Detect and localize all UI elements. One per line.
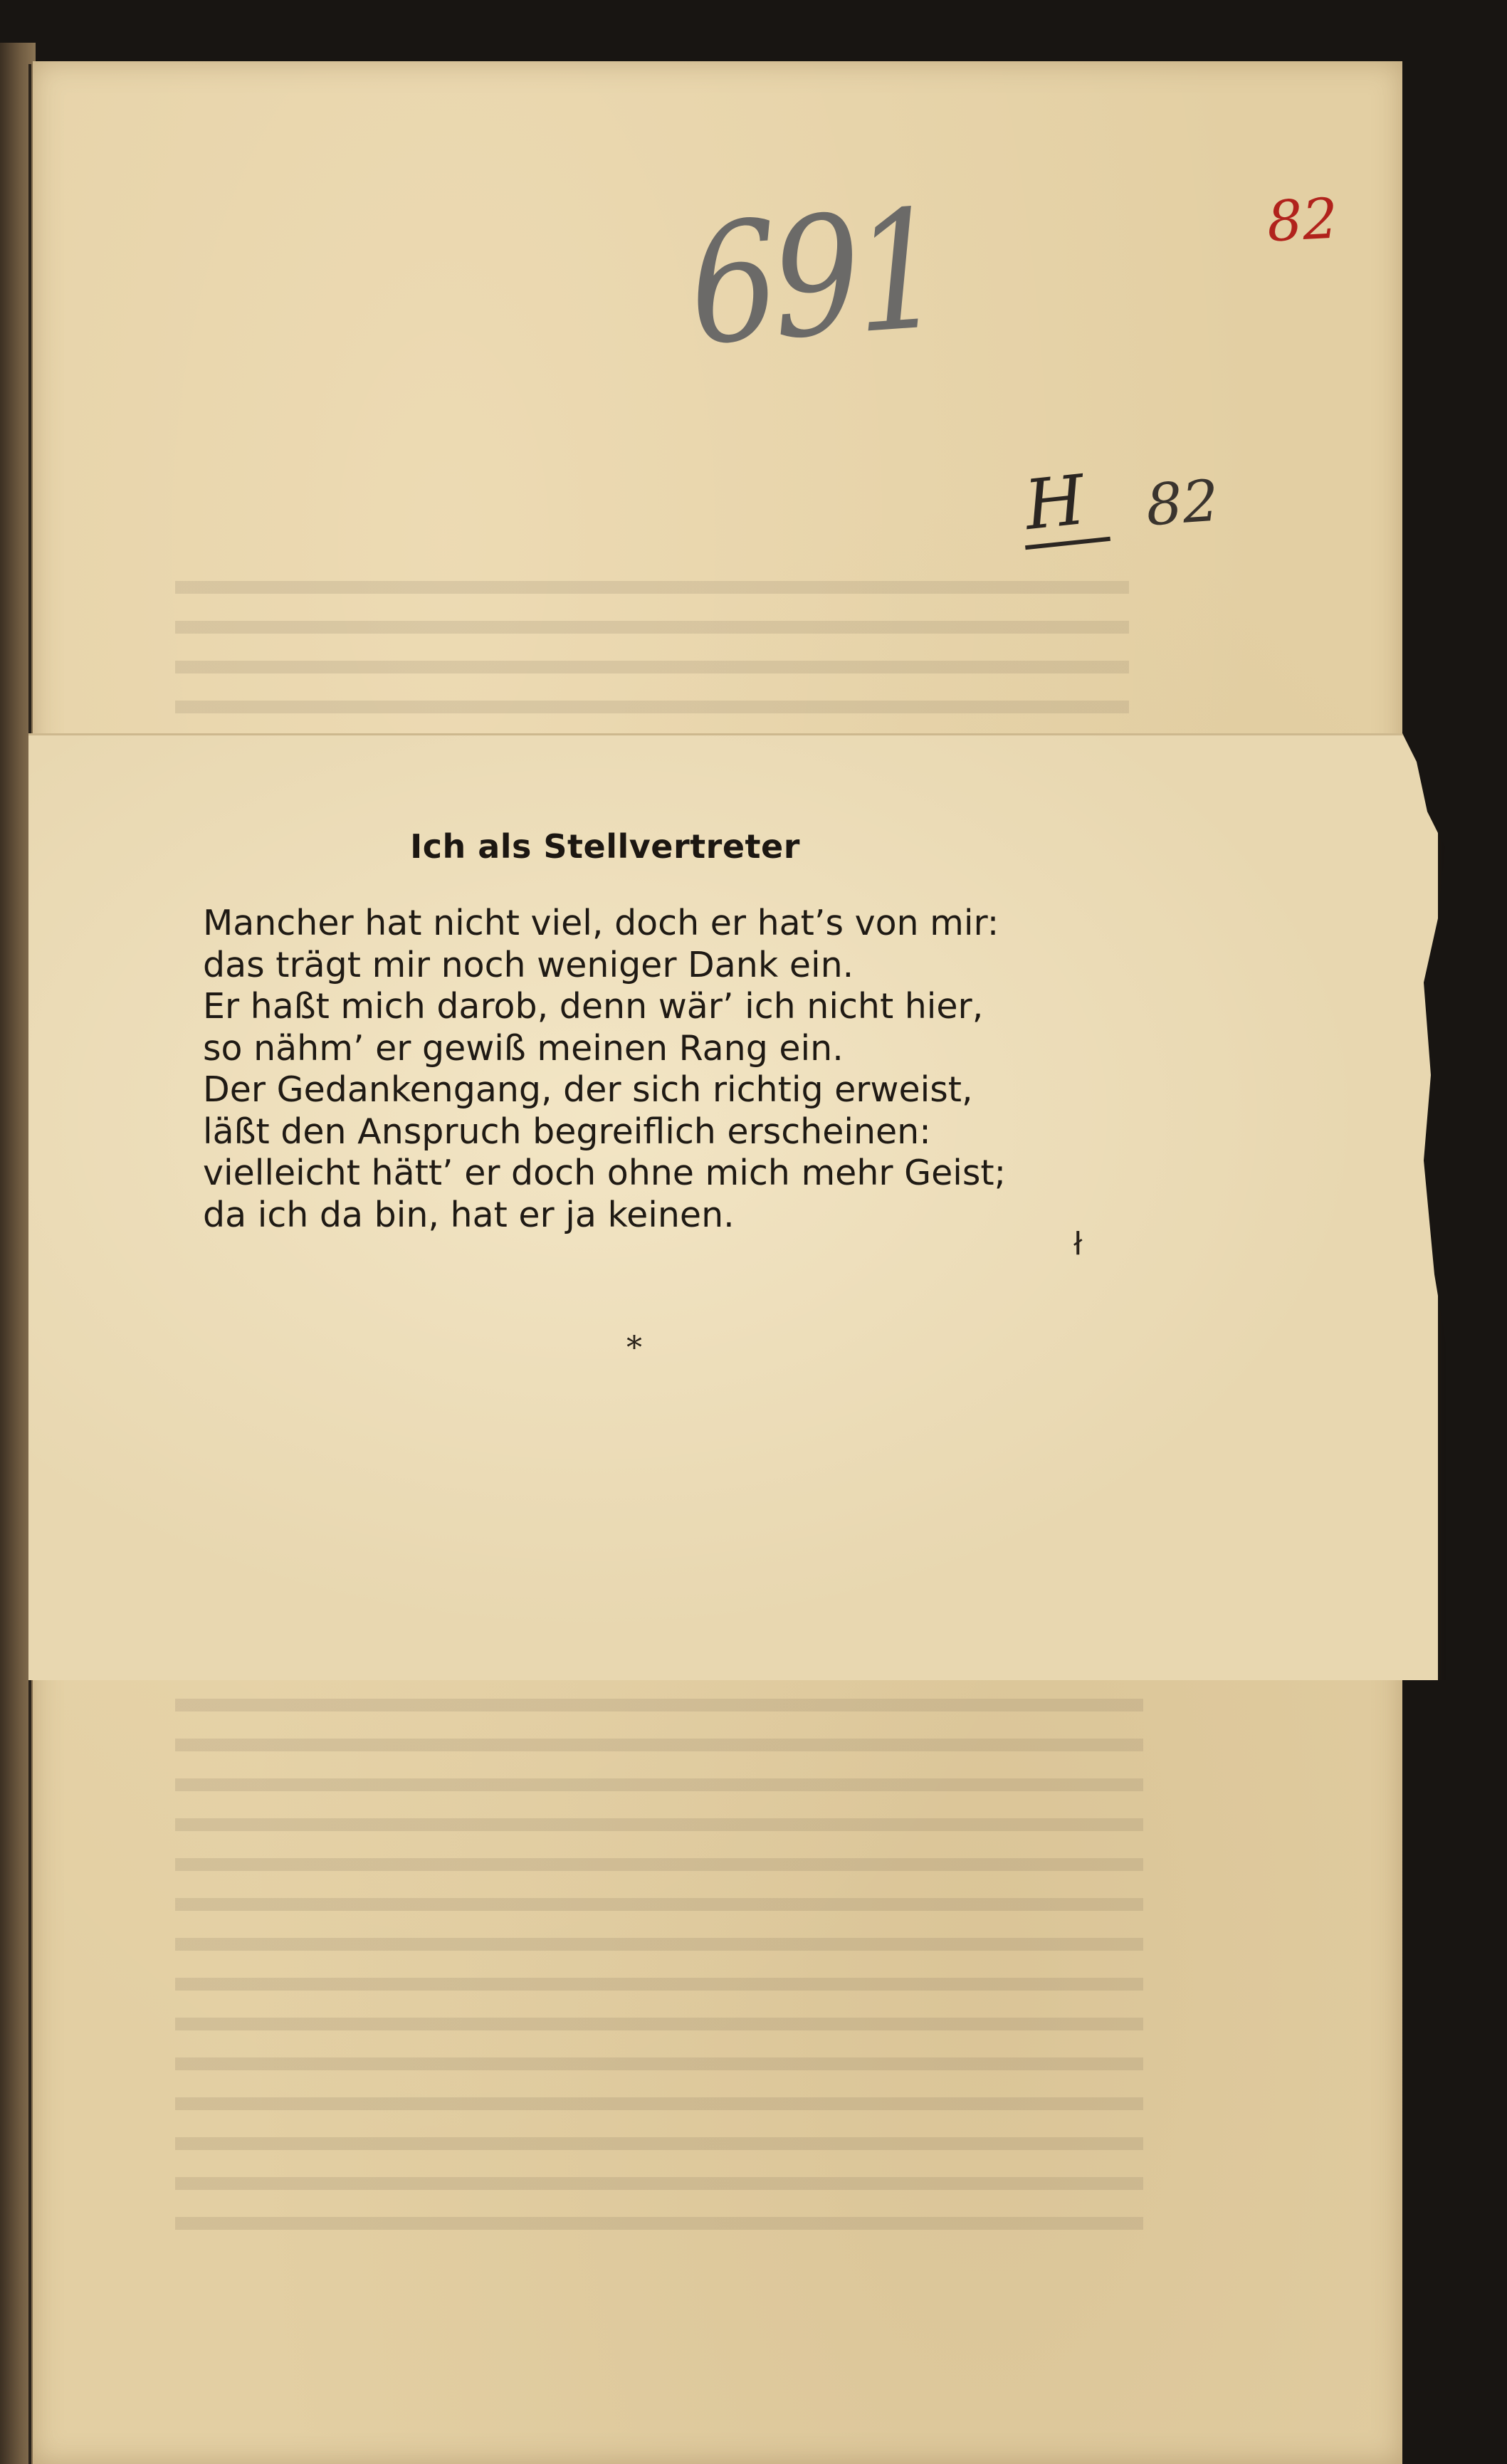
margin-mark: ł (1073, 1226, 1083, 1262)
section-separator: * (626, 1330, 642, 1366)
bleed-through-text-top (175, 581, 1129, 752)
poem-line: Er haßt mich darob, denn wär’ ich nicht hier, (203, 986, 984, 1027)
poem-line: da ich da bin, hat er ja keinen. (203, 1194, 735, 1235)
poem-line: Mancher hat nicht viel, doch er hat’s von mir: (203, 903, 999, 943)
poem-line: so nähm’ er gewiß meinen Rang ein. (203, 1027, 844, 1069)
red-page-number: 82 (1265, 187, 1340, 255)
pencil-annotation: 691 (683, 174, 944, 382)
poem-line: das trägt mir noch weniger Dank ein. (203, 944, 854, 985)
poem-line: Der Gedankengang, der sich richtig erweist, (203, 1069, 973, 1110)
poem-title: Ich als Stellvertreter (410, 827, 800, 866)
poem-text (203, 903, 1006, 1236)
bleed-through-text-bottom (175, 1699, 1143, 2240)
poem-line: vielleicht hätt’ er doch ohne mich mehr Geist; (203, 1153, 1007, 1193)
ink-annotation-mark: H (1021, 459, 1089, 546)
ink-annotation-number: 82 (1143, 467, 1221, 539)
poem-line: läßt den Anspruch begreiflich erscheinen: (203, 1111, 931, 1152)
